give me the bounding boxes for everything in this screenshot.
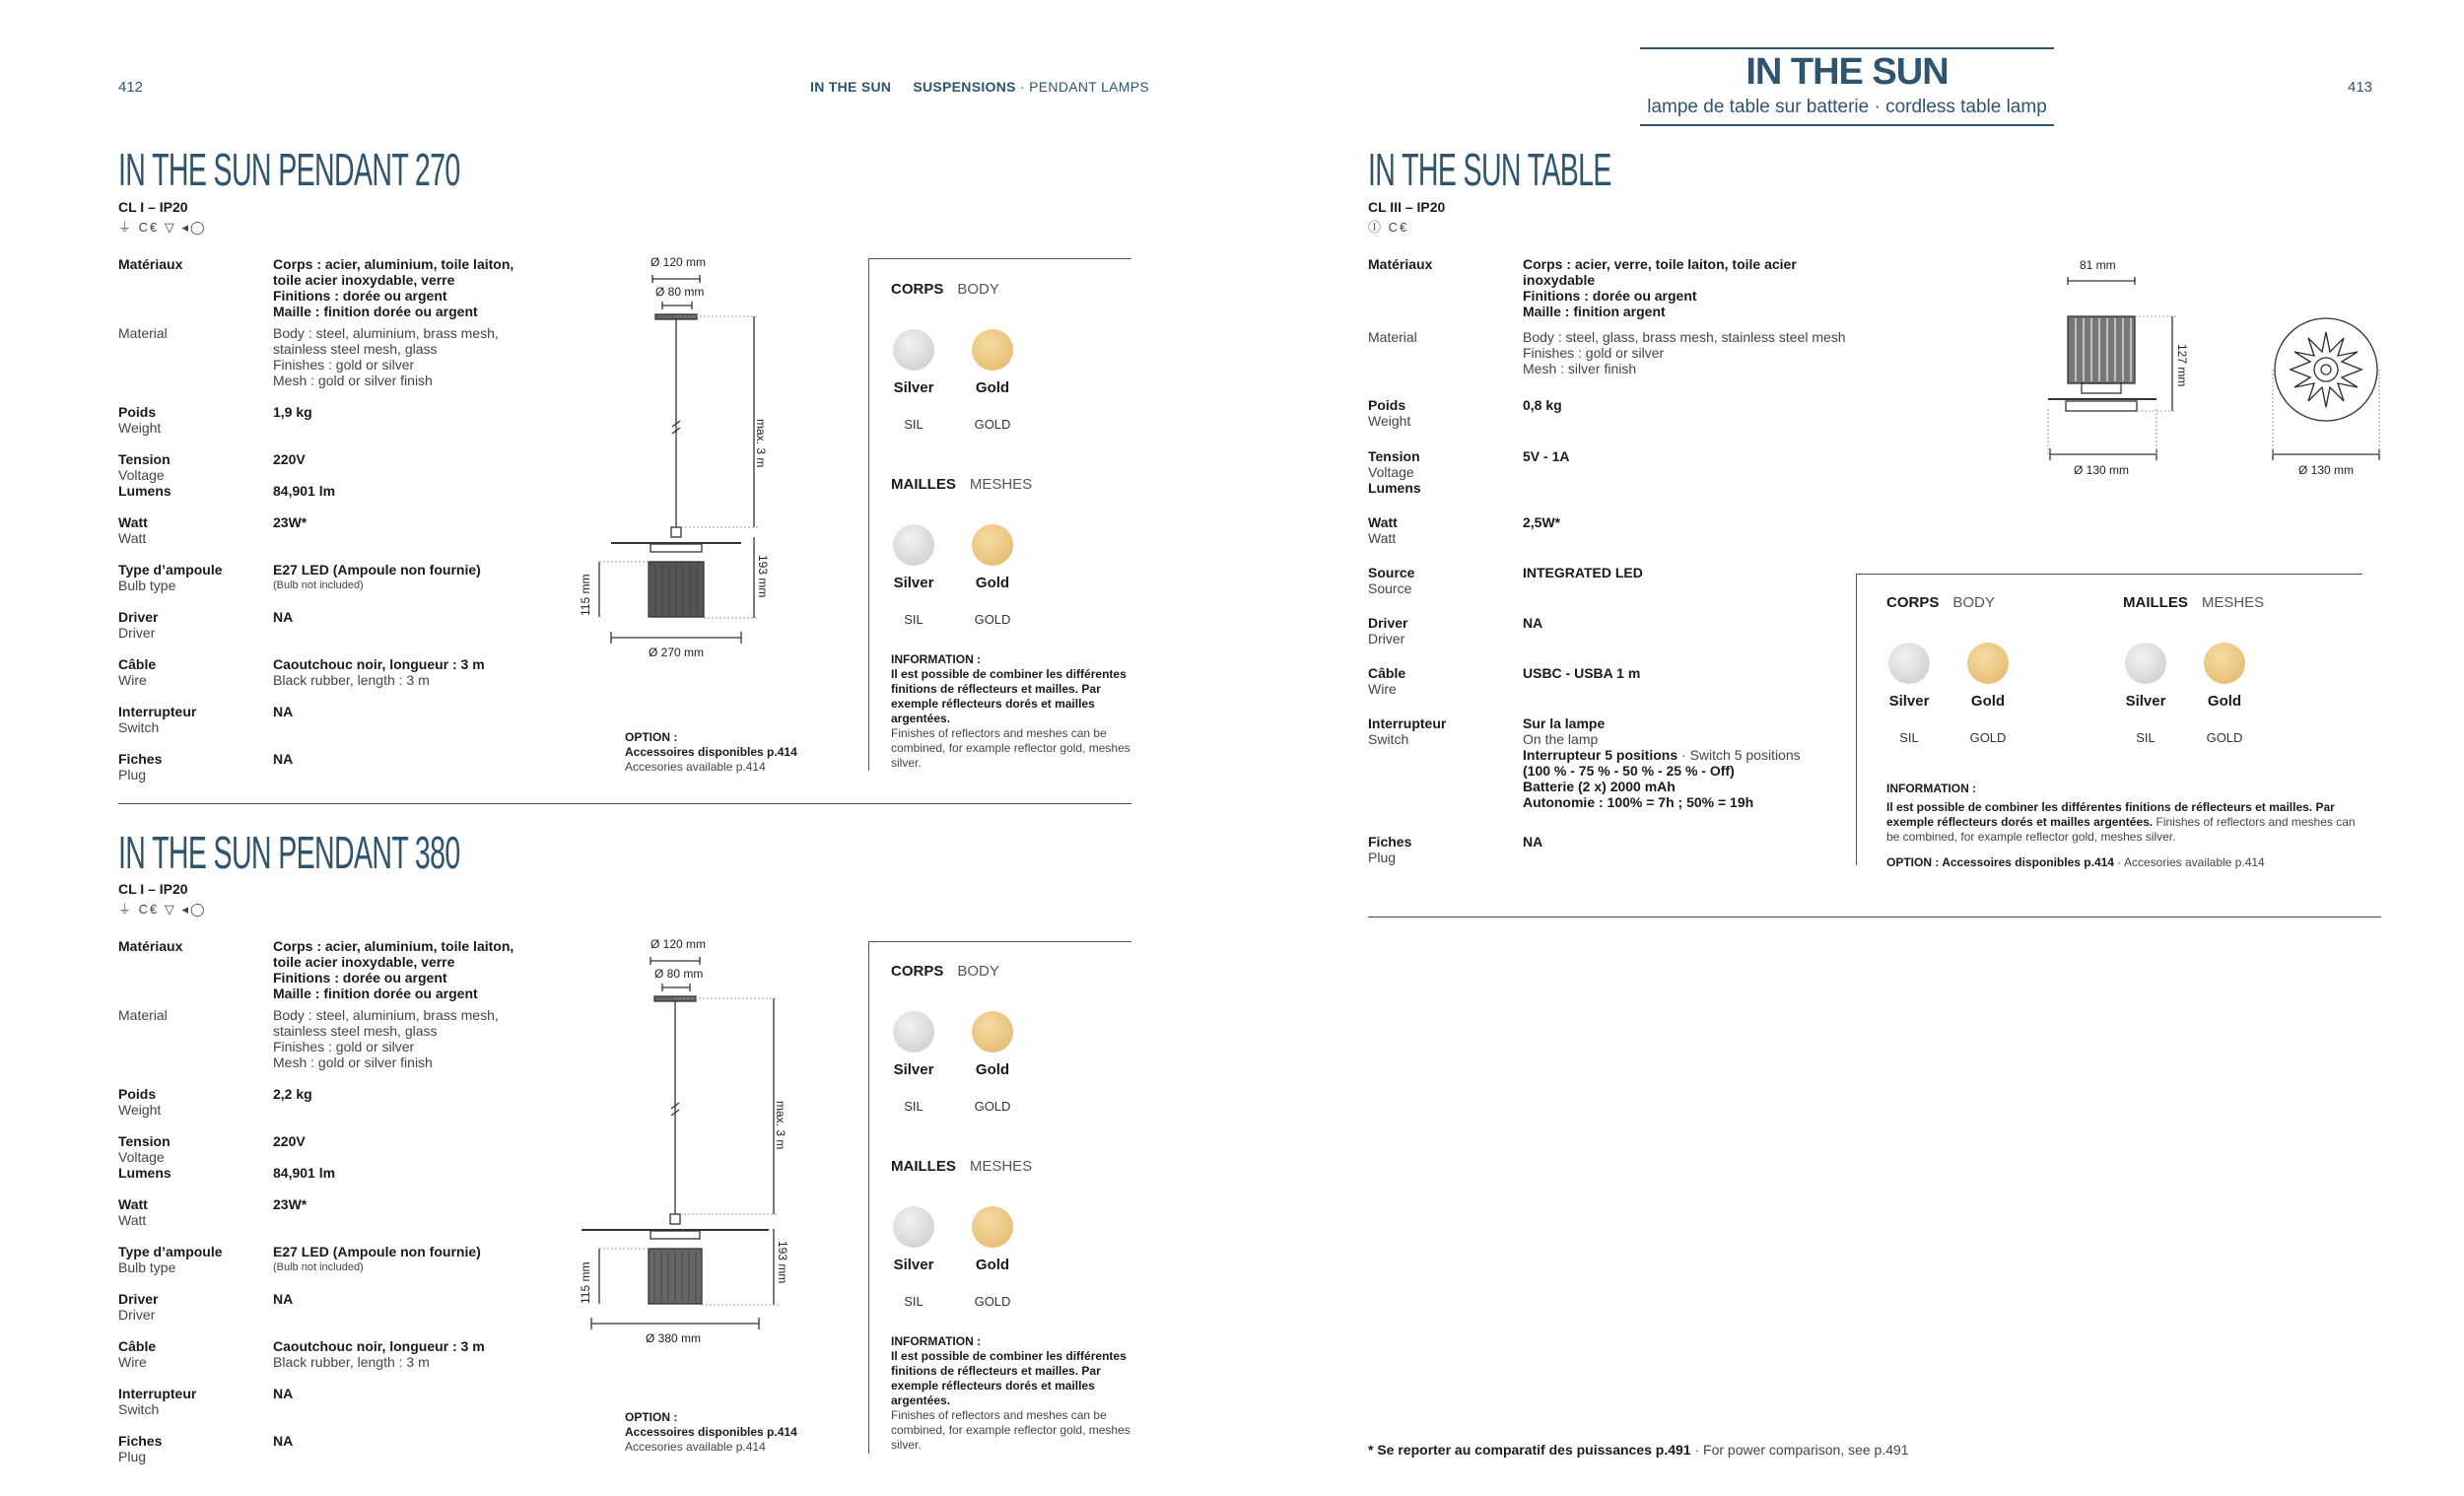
- dim-max-length: max. 3 m: [754, 419, 768, 468]
- product-title: IN THE SUN PENDANT 270: [118, 144, 460, 195]
- breadcrumb: [810, 79, 1149, 95]
- table-lamp-drawing: [2030, 251, 2444, 478]
- dim-height: 127 mm: [2175, 344, 2189, 387]
- option-block-380: OPTION : Accessoires disponibles p.414 Accesories available p.414: [625, 1410, 797, 1454]
- information-block: INFORMATION : Il est possible de combiner les différentes finitions de réflecteurs et mailles. Par exemple réflecteurs dorés et mailles argentées. Finishes of reflectors and meshes can be combined, for example reflector gold, meshes silver.: [891, 652, 1130, 770]
- swatch-code-gold: GOLD: [974, 1099, 1011, 1114]
- gold-mesh-swatch[interactable]: [972, 524, 1013, 566]
- finishes-box-top-border: [868, 941, 1131, 942]
- corps-heading: CORPS BODY: [891, 963, 999, 980]
- option-block-270: OPTION : Accessoires disponibles p.414 Accesories available p.414: [625, 730, 797, 774]
- swatch-label-silver: Silver: [1888, 693, 1930, 710]
- finishes-box-left-border: [868, 941, 869, 1454]
- swatch-code-gold: GOLD: [974, 612, 1011, 627]
- swatch-label-silver: Silver: [893, 1061, 934, 1078]
- pendant-380-drawing: [552, 933, 867, 1347]
- certification-icons: Ⓘ C€: [1368, 220, 1409, 235]
- banner-bottom-rule: [1640, 124, 2054, 126]
- silver-body-swatch[interactable]: [893, 329, 934, 371]
- finishes-box-left-border: [1856, 574, 1857, 865]
- dim-top-view-diameter: Ø 130 mm: [2298, 463, 2355, 477]
- dim-canopy-diameter: Ø 80 mm: [654, 967, 704, 981]
- information-block: INFORMATION : Il est possible de combiner les différentes finitions de réflecteurs et mailles. Par exemple réflecteurs dorés et mailles argentées. Finishes of reflectors and meshes can be combined, for example reflector gold, meshes silver.: [1886, 782, 2356, 844]
- swatch-code-gold: GOLD: [1969, 730, 2007, 745]
- swatch-label-silver: Silver: [893, 575, 934, 591]
- swatch-code-gold: GOLD: [974, 1294, 1011, 1309]
- pendant-270-section: [118, 143, 669, 196]
- pendant-270-drawing: [572, 251, 867, 665]
- gold-body-swatch[interactable]: [972, 1011, 1013, 1053]
- swatch-label-gold: Gold: [975, 379, 1010, 396]
- gold-mesh-swatch[interactable]: [972, 1206, 1013, 1248]
- mailles-heading: MAILLES MESHES: [891, 1158, 1033, 1175]
- corps-heading: CORPS BODY: [891, 281, 999, 298]
- mailles-heading: MAILLES MESHES: [891, 476, 1033, 493]
- breadcrumb-subcategory: · PENDANT LAMPS: [1015, 79, 1150, 95]
- silver-mesh-swatch[interactable]: [893, 1206, 934, 1248]
- dim-body-height: 193 mm: [776, 1241, 789, 1284]
- swatch-label-silver: Silver: [893, 379, 934, 396]
- left-page-number: 412: [118, 79, 144, 96]
- certification-icons: ⏚ C€ ▽ ◂◯: [118, 902, 207, 917]
- swatch-label-silver: Silver: [2125, 693, 2166, 710]
- class-rating: CL I – IP20: [118, 881, 188, 897]
- product-title: IN THE SUN PENDANT 380: [118, 827, 460, 878]
- dim-canopy-diameter: Ø 80 mm: [655, 285, 705, 299]
- right-page-number: 413: [2348, 79, 2373, 96]
- swatch-label-gold: Gold: [2207, 693, 2242, 710]
- banner-title: IN THE SUN: [1745, 51, 1949, 93]
- swatch-label-gold: Gold: [975, 1257, 1010, 1273]
- swatch-label-gold: Gold: [975, 1061, 1010, 1078]
- swatch-label-silver: Silver: [893, 1257, 934, 1273]
- section-divider: [118, 803, 1131, 804]
- dim-shade-height: 115 mm: [579, 574, 592, 616]
- dim-disc-diameter: Ø 380 mm: [646, 1331, 702, 1345]
- silver-body-swatch[interactable]: [893, 1011, 934, 1053]
- product-title: IN THE SUN TABLE: [1368, 144, 1611, 195]
- dim-base-diameter: Ø 130 mm: [2074, 463, 2130, 477]
- option-block-table: OPTION : Accessoires disponibles p.414 · Accesories available p.414: [1886, 855, 2265, 869]
- silver-mesh-swatch[interactable]: [2125, 643, 2166, 684]
- dim-max-length: max. 3 m: [774, 1101, 787, 1150]
- swatch-code-silver: SIL: [904, 417, 924, 432]
- swatch-code-silver: SIL: [2136, 730, 2156, 745]
- swatch-code-gold: GOLD: [974, 417, 1011, 432]
- silver-body-swatch[interactable]: [1888, 643, 1930, 684]
- section-divider: [1368, 917, 2381, 918]
- swatch-code-silver: SIL: [904, 612, 924, 627]
- swatch-code-silver: SIL: [904, 1294, 924, 1309]
- finishes-box-top-border: [868, 258, 1131, 259]
- breadcrumb-category[interactable]: SUSPENSIONS: [913, 79, 1016, 95]
- pendant-380-section: [118, 826, 669, 879]
- breadcrumb-collection[interactable]: IN THE SUN: [810, 79, 892, 95]
- gold-body-swatch[interactable]: [972, 329, 1013, 371]
- finishes-box-top-border: [1856, 574, 2362, 575]
- class-rating: CL I – IP20: [118, 199, 188, 215]
- finishes-box-left-border: [868, 258, 869, 771]
- class-rating: CL III – IP20: [1368, 199, 1446, 215]
- swatch-code-silver: SIL: [904, 1099, 924, 1114]
- swatch-label-gold: Gold: [1970, 693, 2006, 710]
- banner-subtitle: lampe de table sur batterie · cordless table lamp: [1647, 97, 2047, 117]
- gold-mesh-swatch[interactable]: [2204, 643, 2245, 684]
- power-footnote: * Se reporter au comparatif des puissances p.491 · For power comparison, see p.491: [1368, 1442, 1909, 1458]
- silver-mesh-swatch[interactable]: [893, 524, 934, 566]
- table-lamp-section: [1368, 143, 1760, 196]
- swatch-code-gold: GOLD: [2206, 730, 2243, 745]
- swatch-label-gold: Gold: [975, 575, 1010, 591]
- banner-top-rule: [1640, 47, 2054, 49]
- mailles-heading: MAILLES MESHES: [2123, 594, 2265, 611]
- dim-top-diameter: Ø 120 mm: [650, 255, 707, 269]
- swatch-code-silver: SIL: [1899, 730, 1919, 745]
- information-block: INFORMATION : Il est possible de combiner les différentes finitions de réflecteurs et mailles. Par exemple réflecteurs dorés et mailles argentées. Finishes of reflectors and meshes can be combined, for example reflector gold, meshes silver.: [891, 1334, 1130, 1452]
- dim-top-width: 81 mm: [2080, 258, 2116, 272]
- dim-body-height: 193 mm: [756, 555, 770, 598]
- dim-disc-diameter: Ø 270 mm: [649, 646, 705, 659]
- gold-body-swatch[interactable]: [1967, 643, 2009, 684]
- certification-icons: ⏚ C€ ▽ ◂◯: [118, 220, 207, 235]
- corps-heading: CORPS BODY: [1886, 594, 1995, 611]
- dim-top-diameter: Ø 120 mm: [650, 937, 707, 951]
- dim-shade-height: 115 mm: [579, 1261, 592, 1304]
